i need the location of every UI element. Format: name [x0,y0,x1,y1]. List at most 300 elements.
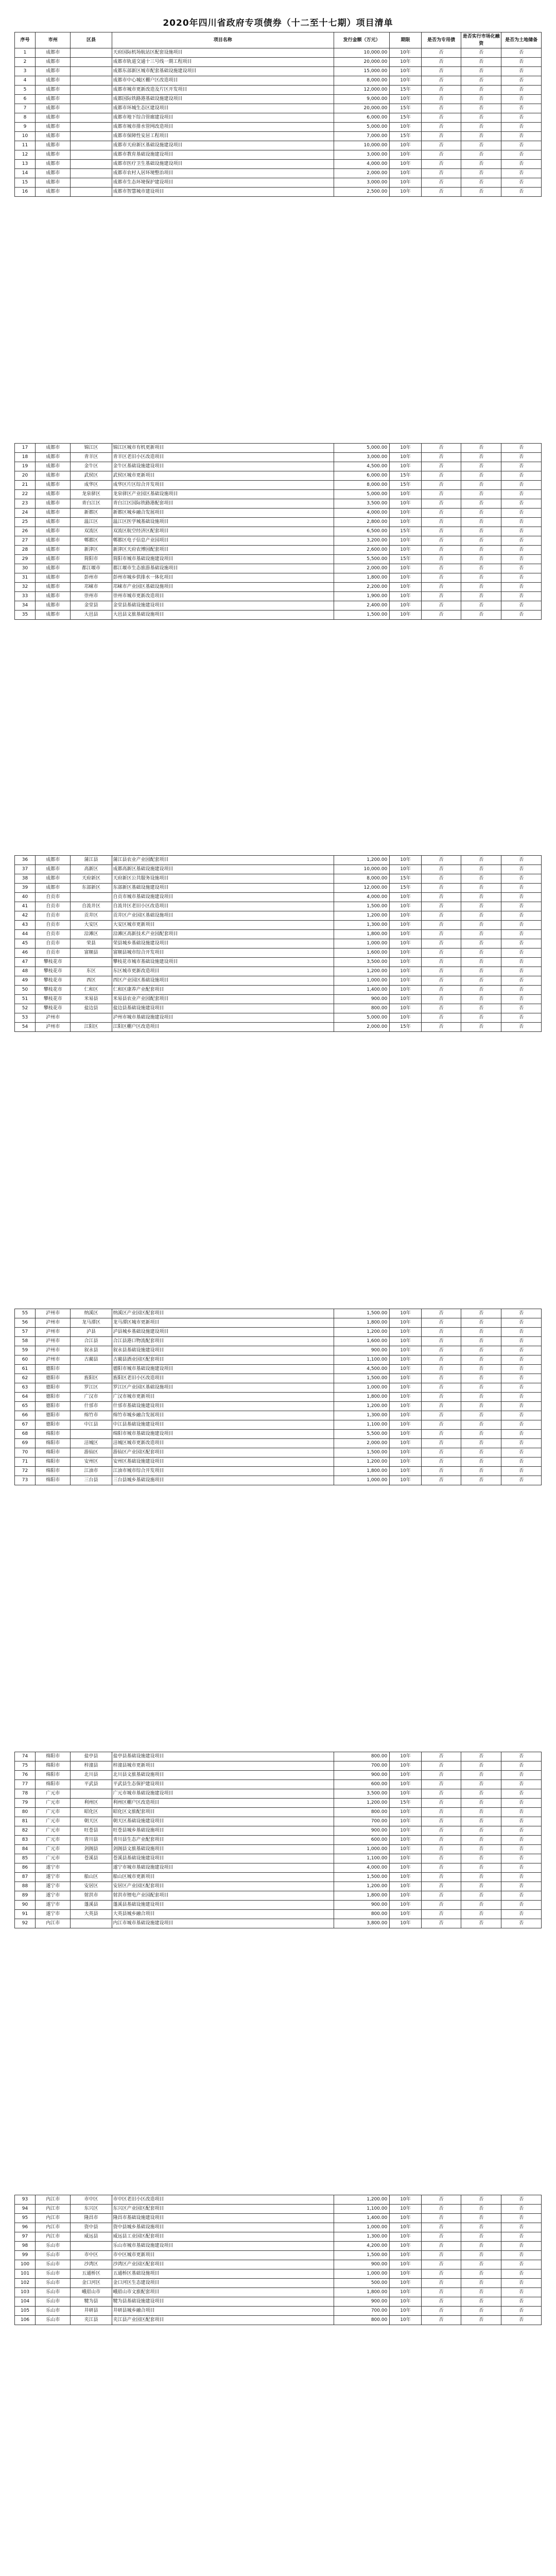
row-county: 朝天区 [71,1817,112,1826]
table-row [15,967,542,976]
column-header: 是否为土地储备 [501,32,542,48]
table-row [15,481,542,490]
table-row [15,1808,542,1817]
row-special: 否 [421,76,461,86]
row-county: 蒲江县 [71,856,112,865]
row-project-name: 天府国际机场航站区配套设施项目 [112,48,334,58]
row-market: 否 [461,188,501,197]
row-project-name: 利州区棚户区改造项目 [112,1799,334,1808]
table-row [15,1337,542,1346]
row-land: 否 [501,104,542,113]
row-county: 纳溪区 [71,1309,112,1318]
row-market: 否 [461,95,501,104]
row-amount: 900.00 [334,1901,389,1910]
row-market: 否 [461,2316,501,2325]
table-row [15,462,542,471]
row-special: 否 [421,1882,461,1891]
row-county: 邛崃市 [71,583,112,592]
row-project-name: 米易县农业产业园配套项目 [112,995,334,1004]
row-number: 7 [15,104,36,113]
row-term: 10年 [390,1882,421,1891]
row-market: 否 [461,1789,501,1799]
row-amount: 1,500.00 [334,2251,389,2260]
row-project-name: 沿滩区高新技术产业园配套项目 [112,930,334,939]
row-city: 乐山市 [36,2279,71,2288]
row-amount: 12,000.00 [334,884,389,893]
row-special: 否 [421,1863,461,1873]
row-special: 否 [421,1365,461,1374]
row-term: 10年 [390,1771,421,1780]
row-market: 否 [461,67,501,76]
row-special: 否 [421,490,461,499]
table-row [15,1799,542,1808]
row-county: 市中区 [71,2195,112,2205]
row-amount: 1,500.00 [334,1448,389,1458]
row-term: 10年 [390,1328,421,1337]
row-land: 否 [501,2251,542,2260]
row-county: 崇州市 [71,592,112,601]
row-market: 否 [461,2307,501,2316]
table-row [15,490,542,499]
row-project-name: 成都市地下综合管廊建设项目 [112,113,334,123]
table-row [15,1004,542,1013]
row-term: 10年 [390,592,421,601]
row-number: 56 [15,1318,36,1328]
row-city: 泸州市 [36,1328,71,1337]
table-row [15,893,542,902]
row-land: 否 [501,2297,542,2307]
row-number: 33 [15,592,36,601]
column-header: 序号 [15,32,36,48]
column-header: 项目名称 [112,32,334,48]
row-amount: 12,000.00 [334,86,389,95]
row-county: 游仙区 [71,1448,112,1458]
row-county: 隆昌市 [71,2214,112,2223]
table-row [15,911,542,921]
row-project-name: 市中区老旧小区改造项目 [112,2195,334,2205]
row-project-name: 安州区基础设施建设项目 [112,1458,334,1467]
table-row [15,976,542,986]
row-special: 否 [421,518,461,527]
table-row [15,948,542,958]
row-term: 10年 [390,1845,421,1854]
row-term: 10年 [390,611,421,620]
row-land: 否 [501,178,542,188]
row-amount: 600.00 [334,1780,389,1789]
row-county [71,2242,112,2251]
row-amount: 1,000.00 [334,1383,389,1393]
row-market: 否 [461,1845,501,1854]
row-number: 46 [15,948,36,958]
row-county: 峨眉山市 [71,2288,112,2297]
row-county: 五通桥区 [71,2269,112,2279]
row-special: 否 [421,1789,461,1799]
row-market: 否 [461,2288,501,2297]
row-amount: 700.00 [334,2307,389,2316]
row-amount: 20,000.00 [334,58,389,67]
row-city: 泸州市 [36,1023,71,1032]
row-city: 成都市 [36,884,71,893]
table-row [15,611,542,620]
row-city: 泸州市 [36,1318,71,1328]
row-special: 否 [421,95,461,104]
row-term: 10年 [390,1439,421,1448]
row-county: 井研县 [71,2307,112,2316]
row-land: 否 [501,188,542,197]
row-city: 成都市 [36,76,71,86]
row-term: 10年 [390,67,421,76]
row-amount: 1,000.00 [334,976,389,986]
row-amount: 4,000.00 [334,160,389,169]
row-county [71,76,112,86]
row-land: 否 [501,1882,542,1891]
row-county: 东兴区 [71,2205,112,2214]
row-amount: 1,500.00 [334,902,389,911]
row-amount: 1,800.00 [334,1467,389,1476]
column-header: 期限 [390,32,421,48]
row-project-name: 旺苍县城乡基础设施项目 [112,1826,334,1836]
row-market: 否 [461,509,501,518]
row-market: 否 [461,2260,501,2269]
row-number: 66 [15,1411,36,1420]
row-term: 10年 [390,2297,421,2307]
row-market: 否 [461,113,501,123]
row-county: 利州区 [71,1799,112,1808]
row-special: 否 [421,1476,461,1485]
row-market: 否 [461,884,501,893]
row-city: 遂宁市 [36,1873,71,1882]
row-project-name: 成华区片区综合开发项目 [112,481,334,490]
table-row [15,1328,542,1337]
row-county: 盐边县 [71,1004,112,1013]
row-number: 78 [15,1789,36,1799]
row-city: 成都市 [36,444,71,453]
row-special: 否 [421,1383,461,1393]
row-county [71,1789,112,1799]
row-number: 2 [15,58,36,67]
row-city: 绵阳市 [36,1458,71,1467]
row-project-name: 新津区天府农博园配套项目 [112,546,334,555]
row-land: 否 [501,481,542,490]
row-county: 北川县 [71,1771,112,1780]
row-term: 10年 [390,573,421,583]
row-number: 52 [15,1004,36,1013]
row-project-name: 纳溪区产业园区配套项目 [112,1309,334,1318]
row-city: 内江市 [36,1919,71,1928]
row-county: 大邑县 [71,611,112,620]
row-special: 否 [421,865,461,874]
table-row [15,536,542,546]
row-special: 否 [421,939,461,948]
row-market: 否 [461,1882,501,1891]
row-term: 10年 [390,1854,421,1863]
row-term: 10年 [390,1863,421,1873]
row-term: 10年 [390,1761,421,1771]
row-amount: 5,000.00 [334,123,389,132]
row-term: 10年 [390,2279,421,2288]
row-city: 广元市 [36,1836,71,1845]
row-county: 青川县 [71,1836,112,1845]
row-county [71,893,112,902]
table-row [15,2205,542,2214]
row-number: 29 [15,555,36,564]
row-amount: 1,100.00 [334,1854,389,1863]
row-market: 否 [461,123,501,132]
row-market: 否 [461,2297,501,2307]
row-market: 否 [461,1458,501,1467]
row-number: 36 [15,856,36,865]
row-amount: 2,000.00 [334,1023,389,1032]
row-county: 剑阁县 [71,1845,112,1854]
row-land: 否 [501,1318,542,1328]
row-market: 否 [461,76,501,86]
row-city: 成都市 [36,113,71,123]
row-special: 否 [421,1013,461,1023]
row-project-name: 盐亭县基础设施建设项目 [112,1752,334,1761]
row-land: 否 [501,536,542,546]
row-project-name: 青白江区国际铁路港配套项目 [112,499,334,509]
row-land: 否 [501,976,542,986]
row-market: 否 [461,583,501,592]
row-project-name: 隆昌市基础设施建设项目 [112,2214,334,2223]
row-project-name: 成都市城市更新改造及片区开发项目 [112,86,334,95]
row-amount: 2,200.00 [334,583,389,592]
row-land: 否 [501,2232,542,2242]
row-market: 否 [461,930,501,939]
row-land: 否 [501,2223,542,2232]
row-number: 106 [15,2316,36,2325]
row-land: 否 [501,1023,542,1032]
row-project-name: 绵阳市城市基础设施建设项目 [112,1430,334,1439]
row-special: 否 [421,444,461,453]
row-land: 否 [501,564,542,573]
row-county: 旌阳区 [71,1374,112,1383]
row-amount: 4,500.00 [334,462,389,471]
row-city: 遂宁市 [36,1910,71,1919]
row-city: 成都市 [36,141,71,150]
row-city: 成都市 [36,86,71,95]
row-number: 54 [15,1023,36,1032]
row-project-name: 广汉市城市更新项目 [112,1393,334,1402]
row-number: 93 [15,2195,36,2205]
row-number: 87 [15,1873,36,1882]
row-land: 否 [501,1420,542,1430]
column-header: 是否实行市场化融资 [461,32,501,48]
table-row [15,2195,542,2205]
row-project-name: 船山区城市更新项目 [112,1873,334,1882]
row-land: 否 [501,1439,542,1448]
row-amount: 1,800.00 [334,573,389,583]
row-term: 10年 [390,169,421,178]
row-project-name: 广元市城市基础设施建设项目 [112,1789,334,1799]
row-market: 否 [461,1318,501,1328]
row-term: 15年 [390,1799,421,1808]
row-city: 成都市 [36,67,71,76]
table-row [15,601,542,611]
row-amount: 9,000.00 [334,95,389,104]
row-land: 否 [501,948,542,958]
row-county: 大英县 [71,1910,112,1919]
row-special: 否 [421,1771,461,1780]
row-land: 否 [501,1383,542,1393]
row-number: 25 [15,518,36,527]
row-term: 15年 [390,874,421,884]
row-county [71,123,112,132]
row-term: 10年 [390,178,421,188]
row-market: 否 [461,1013,501,1023]
row-term: 15年 [390,884,421,893]
row-amount: 900.00 [334,1826,389,1836]
row-county [71,104,112,113]
row-project-name: 中江县基础设施建设项目 [112,1420,334,1430]
row-special: 否 [421,1004,461,1013]
row-amount: 1,800.00 [334,1318,389,1328]
row-number: 1 [15,48,36,58]
row-special: 否 [421,1430,461,1439]
row-amount: 1,200.00 [334,1882,389,1891]
row-county: 犍为县 [71,2297,112,2307]
table-row [15,1411,542,1420]
row-city: 自贡市 [36,948,71,958]
row-county [71,1863,112,1873]
row-county: 青羊区 [71,453,112,462]
row-special: 否 [421,592,461,601]
row-term: 10年 [390,1817,421,1826]
row-term: 15年 [390,555,421,564]
table-row [15,1023,542,1032]
row-term: 10年 [390,1467,421,1476]
row-land: 否 [501,902,542,911]
row-county: 市中区 [71,2251,112,2260]
row-market: 否 [461,1383,501,1393]
row-special: 否 [421,471,461,481]
table-row [15,2232,542,2242]
row-land: 否 [501,2260,542,2269]
project-table-page-3 [14,855,542,1032]
row-amount: 1,000.00 [334,1845,389,1854]
table-row [15,1863,542,1873]
table-row [15,874,542,884]
row-city: 德阳市 [36,1383,71,1393]
row-market: 否 [461,178,501,188]
row-land: 否 [501,141,542,150]
row-number: 3 [15,67,36,76]
row-land: 否 [501,1873,542,1882]
column-header: 区县 [71,32,112,48]
row-city: 绵阳市 [36,1430,71,1439]
row-amount: 800.00 [334,2316,389,2325]
row-special: 否 [421,1346,461,1355]
row-number: 62 [15,1374,36,1383]
row-term: 10年 [390,188,421,197]
row-city: 成都市 [36,518,71,527]
row-special: 否 [421,1355,461,1365]
row-special: 否 [421,2232,461,2242]
row-term: 10年 [390,1411,421,1420]
row-land: 否 [501,2316,542,2325]
table-row [15,2242,542,2251]
table-row [15,2316,542,2325]
row-county: 龙泉驿区 [71,490,112,499]
row-land: 否 [501,1476,542,1485]
row-city: 成都市 [36,453,71,462]
row-term: 10年 [390,995,421,1004]
row-amount: 7,000.00 [334,132,389,141]
row-land: 否 [501,1402,542,1411]
row-number: 39 [15,884,36,893]
row-special: 否 [421,546,461,555]
row-land: 否 [501,1817,542,1826]
row-special: 否 [421,1826,461,1836]
row-land: 否 [501,1863,542,1873]
row-special: 否 [421,132,461,141]
row-project-name: 古蔺县酒业园区配套项目 [112,1355,334,1365]
row-land: 否 [501,856,542,865]
row-number: 70 [15,1448,36,1458]
row-market: 否 [461,611,501,620]
row-project-name: 合江县港口物流配套项目 [112,1337,334,1346]
row-amount: 1,500.00 [334,1873,389,1882]
row-county: 米易县 [71,995,112,1004]
row-land: 否 [501,1355,542,1365]
row-number: 32 [15,583,36,592]
row-county: 贡井区 [71,911,112,921]
row-amount: 1,500.00 [334,1374,389,1383]
row-county: 蓬溪县 [71,1901,112,1910]
row-project-name: 东部新区基础设施建设项目 [112,884,334,893]
row-market: 否 [461,592,501,601]
row-market: 否 [461,856,501,865]
row-term: 10年 [390,536,421,546]
table-row [15,583,542,592]
row-land: 否 [501,1365,542,1374]
row-project-name: 遂宁市城市基础设施建设项目 [112,1863,334,1873]
row-term: 10年 [390,601,421,611]
row-market: 否 [461,1836,501,1845]
row-market: 否 [461,1761,501,1771]
row-project-name: 成都市生态环境保护建设项目 [112,178,334,188]
table-row [15,865,542,874]
row-special: 否 [421,1309,461,1318]
row-term: 10年 [390,2205,421,2214]
row-market: 否 [461,2205,501,2214]
row-number: 57 [15,1328,36,1337]
row-term: 10年 [390,1346,421,1355]
row-term: 10年 [390,1337,421,1346]
table-row [15,1458,542,1467]
row-project-name: 自流井区老旧小区改造项目 [112,902,334,911]
row-land: 否 [501,884,542,893]
row-term: 10年 [390,1355,421,1365]
row-amount: 3,000.00 [334,453,389,462]
row-number: 10 [15,132,36,141]
row-project-name: 内江市城市基础设施建设项目 [112,1919,334,1928]
row-number: 5 [15,86,36,95]
row-market: 否 [461,86,501,95]
row-market: 否 [461,1910,501,1919]
row-city: 成都市 [36,481,71,490]
table-row [15,1420,542,1430]
table-row [15,95,542,104]
table-row [15,884,542,893]
row-county: 夹江县 [71,2316,112,2325]
row-project-name: 叙永县基础设施建设项目 [112,1346,334,1355]
row-special: 否 [421,48,461,58]
row-number: 82 [15,1826,36,1836]
row-amount: 3,800.00 [334,1919,389,1928]
row-project-name: 金口河区生态建设项目 [112,2279,334,2288]
row-project-name: 蒲江县农业产业园配套项目 [112,856,334,865]
